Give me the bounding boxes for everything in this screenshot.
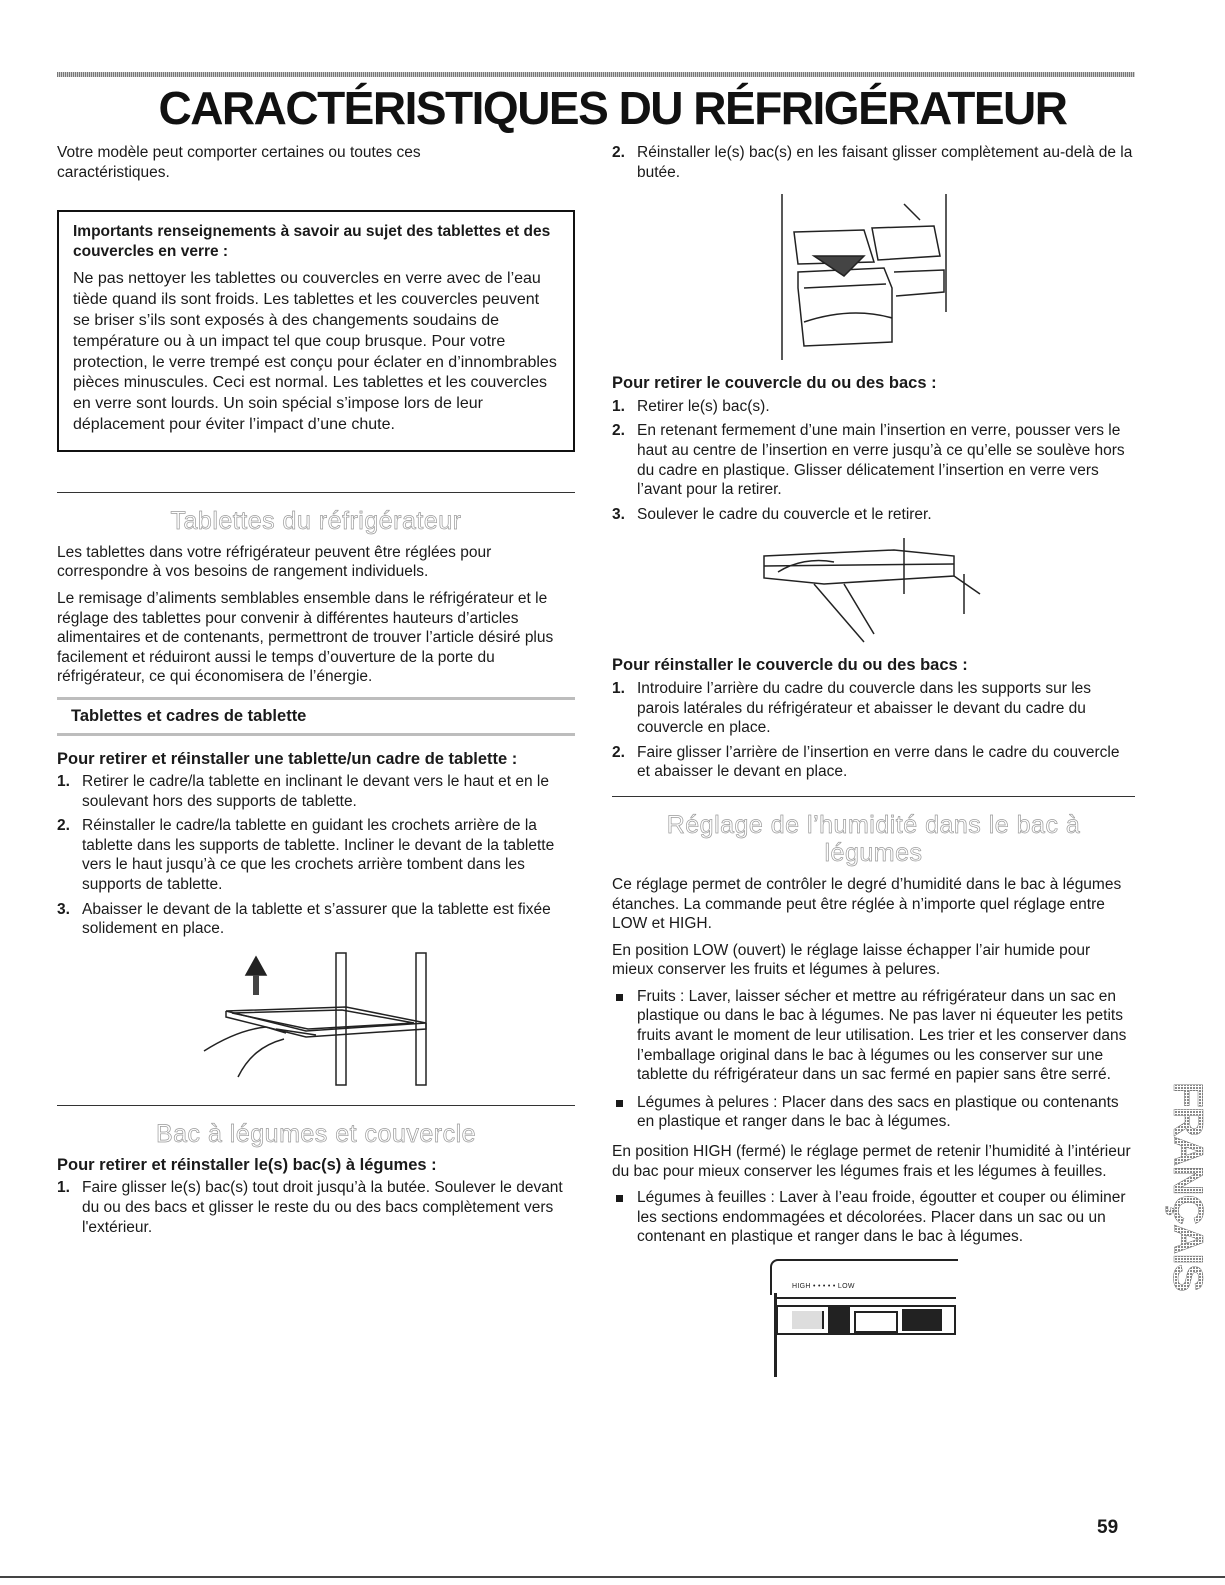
- right-column: [612, 143, 1135, 1379]
- control-stem: [774, 1293, 777, 1377]
- list-item: Légumes à pelures : Placer dans des sacs en plastique ou contenants en plastique et ranger dans le bac à légumes.: [612, 1093, 1135, 1132]
- list-item: 2. Réinstaller le(s) bac(s) en les faisant glisser complètement au-delà de la butée.: [612, 144, 1133, 181]
- control-label: HIGH • • • • • LOW: [792, 1283, 855, 1290]
- humidity-paragraph-1: Ce réglage permet de contrôler le degré d’humidité dans le bac à légumes étanches. La commande peut être réglée à n’importe quel réglage entre LOW et HIGH.: [612, 875, 1122, 933]
- cover-remove-title: Pour retirer le couvercle du ou des bacs :: [612, 374, 937, 393]
- humidity-paragraph-3: En position HIGH (fermé) le réglage permet de retenir l’humidité à l’intérieur du bac pour mieux conserver les légumes frais et les légumes à feuilles.: [612, 1143, 1131, 1180]
- shelf-removal-illustration: [166, 949, 466, 1089]
- list-item: 2. Réinstaller le cadre/la tablette en guidant les crochets arrière de la tablette dans les supports de tablette. Incliner le devant de la tablette vers le haut jusqu’à ce que les crochets arrière tombent dans les supports de tablette.: [57, 817, 555, 894]
- humidity-low-list: [612, 987, 1135, 1132]
- intro-text: Votre modèle peut comporter certaines ou toutes ces caractéristiques.: [57, 144, 421, 181]
- language-side-tab: [1140, 1078, 1212, 1343]
- humidity-paragraph-2: En position LOW (ouvert) le réglage laisse échapper l’air humide pour mieux conserver les fruits et légumes à pelures.: [612, 941, 1091, 979]
- warning-title: Importants renseignements à savoir au sujet des tablettes et des couvercles en verre :: [73, 223, 551, 260]
- warning-box: [57, 210, 575, 452]
- crisper-steps-list-continued: [612, 143, 1135, 182]
- humidity-high-list: [612, 1188, 1135, 1247]
- top-rule: [57, 72, 1135, 77]
- shelves-paragraph-2: Le remisage d’aliments semblables ensemble dans le réfrigérateur et le réglage des tablettes pour convenir à différentes hauteurs d’articles alimentaires et de contenants, permettront de trouver l’article désiré plus facilement et réduiront aussi le temps d’ouverture de la porte du réfrigérateur, ce qui économisera de l’énergie.: [57, 589, 554, 686]
- subheading-shelves-frames: Tablettes et cadres de tablette: [57, 697, 575, 736]
- crisper-steps-list: [57, 1178, 575, 1237]
- section-heading-shelves: Tablettes du réfrigérateur: [57, 492, 575, 535]
- control-rail: [776, 1297, 956, 1299]
- cover-remove-steps-list: [612, 397, 1135, 525]
- cover-install-steps-list: [612, 679, 1135, 782]
- list-item: 3. Soulever le cadre du couvercle et le retirer.: [612, 505, 932, 523]
- list-item: 3. Abaisser le devant de la tablette et s’assurer que la tablette est fixée solidement en place.: [57, 900, 551, 938]
- shelves-paragraph-1: Les tablettes dans votre réfrigérateur peuvent être réglées pour correspondre à vos besoins de rangement individuels.: [57, 543, 492, 581]
- page-title: CARACTÉRISTIQUES DU RÉFRIGÉRATEUR: [158, 82, 1067, 134]
- left-column: [57, 143, 575, 1247]
- crisper-cover-illustration: [754, 534, 994, 644]
- list-item: 1. Retirer le cadre/la tablette en inclinant le devant vers le haut et en le soulevant hors des supports de tablette.: [57, 773, 549, 810]
- crisper-drawer-illustration: [774, 192, 974, 362]
- crisper-steps-title: Pour retirer et réinstaller le(s) bac(s) à légumes :: [57, 1155, 437, 1174]
- list-item: 2. En retenant fermement d’une main l’insertion en verre, pousser vers le haut au centre de l’insertion en verre jusqu’à ce qu’elle se soulève hors du cadre en plastique. Glisser délicatement l’insertion en verre vers l’avant pour la retirer.: [612, 422, 1125, 499]
- section-heading-crisper: Bac à légumes et couvercle: [57, 1105, 575, 1148]
- humidity-control-illustration: [770, 1259, 960, 1379]
- shelf-steps-list: [57, 772, 575, 939]
- list-item: Fruits : Laver, laisser sécher et mettre au réfrigérateur dans un sac en plastique ou dans le bac à légumes. Ne pas laver ni équeuter les petits fruits avant le moment de leur utilisation. Les trier et les conserver dans l’emballage original dans le bac à légumes ou les conserver sur une tablette du réfrigérateur dans un sac fermé en papier sans être serré.: [612, 987, 1135, 1085]
- side-tab-label: FRANÇAIS: [1165, 1082, 1212, 1291]
- warning-body: Ne pas nettoyer les tablettes ou couvercles en verre avec de l’eau tiède quand ils sont froids. Les tablettes et les couvercles peuvent se briser s’ils sont exposés à des changements soudains de température ou à un impact tel que coup brusque. Pour votre protection, le verre trempé est conçu pour éclater en d’innombrables pièces minuscules. Ceci est normal. Les tablettes et les couvercles en verre sont lourds. Un soin spécial s’impose lors de leur déplacement pour éviter l’impact d’une chute.: [73, 270, 557, 433]
- shelf-steps-title: Pour retirer et réinstaller une tablette/un cadre de tablette :: [57, 749, 518, 768]
- bottom-rule: [0, 1576, 1225, 1578]
- cover-install-title: Pour réinstaller le couvercle du ou des bacs :: [612, 656, 968, 675]
- list-item: 1. Faire glisser le(s) bac(s) tout droit jusqu’à la butée. Soulever le devant du ou des bacs et glisser le reste du ou des bacs complètement vers l'extérieur.: [57, 1179, 563, 1236]
- page-number: 59: [1097, 1517, 1119, 1538]
- list-item: Légumes à feuilles : Laver à l’eau froide, égoutter et couper ou éliminer les sections endommagées et décolorées. Placer dans un sac ou un contenant en plastique et ranger dans le bac à légumes.: [612, 1188, 1135, 1247]
- control-slider: [776, 1305, 956, 1335]
- section-heading-humidity: Réglage de l’humidité dans le bac à légumes: [612, 796, 1135, 867]
- list-item: 2. Faire glisser l’arrière de l’insertion en verre dans le cadre du couvercle et abaisser le devant en place.: [612, 743, 1120, 781]
- list-item: 1. Introduire l’arrière du cadre du couvercle dans les supports sur les parois latérales du réfrigérateur et abaisser le devant du cadre du couvercle en place.: [612, 679, 1092, 737]
- list-item: 1. Retirer le(s) bac(s).: [612, 397, 770, 415]
